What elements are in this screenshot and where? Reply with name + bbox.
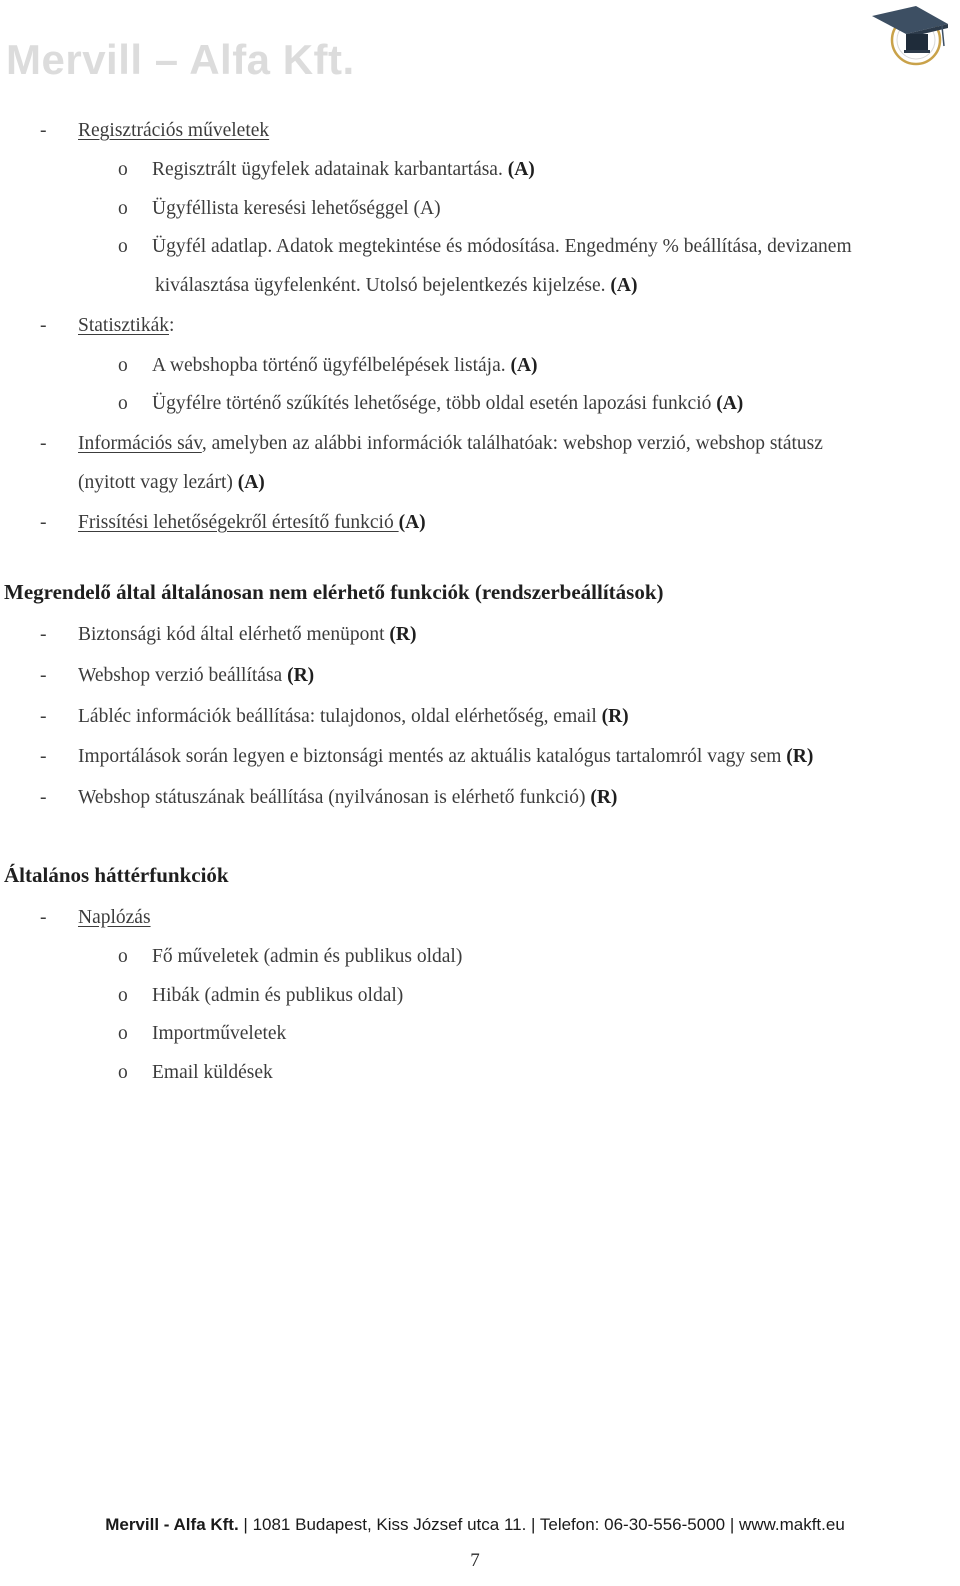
list-dash: - (40, 665, 47, 686)
access-flag: (A) (398, 512, 426, 533)
list-bullet: o (118, 1062, 128, 1083)
list-item-text: , amelyben az alábbi információk találhatóak: webshop verzió, webshop státusz (201, 433, 823, 454)
footer-company: Mervill - Alfa Kft. (105, 1515, 239, 1534)
access-flag: (R) (601, 706, 629, 727)
list-dash: - (40, 787, 47, 808)
list-item-text: kiválasztása ügyfelenként. Utolsó bejelentkezés kijelzése. (155, 275, 611, 296)
list-bullet: o (118, 946, 128, 967)
access-flag: (A) (510, 355, 538, 376)
section-heading-background-functions: Általános háttérfunkciók (4, 863, 229, 887)
company-logo-icon (872, 4, 950, 68)
access-flag: (A) (716, 393, 744, 414)
list-bullet: o (118, 1023, 128, 1044)
list-item-text: A webshopba történő ügyfélbelépések listája. (152, 355, 511, 376)
list-item-text: Importműveletek (152, 1023, 287, 1044)
section-link-registration: Regisztrációs műveletek (78, 120, 270, 141)
access-flag: (R) (287, 665, 315, 686)
list-bullet: o (118, 236, 128, 257)
list-item-text: Webshop verzió beállítása (78, 665, 288, 686)
list-dash: - (40, 706, 47, 727)
list-item-text: Regisztrált ügyfelek adatainak karbantartása. (152, 159, 508, 180)
list-item-text: Ügyféllista keresési lehetőséggel (A) (152, 198, 441, 219)
list-item-text: Fő műveletek (admin és publikus oldal) (152, 946, 463, 967)
list-dash: - (40, 746, 47, 767)
label-suffix: : (169, 315, 175, 336)
list-item-text: Hibák (admin és publikus oldal) (152, 985, 404, 1006)
list-dash: - (40, 120, 47, 141)
list-item-text: Lábléc információk beállítása: tulajdonos, oldal elérhetőség, email (78, 706, 602, 727)
section-link-info-bar: Információs sáv (78, 433, 202, 454)
section-link-statistics: Statisztikák (78, 315, 169, 336)
access-flag: (R) (786, 746, 814, 767)
list-item-text: Email küldések (152, 1062, 273, 1083)
list-dash: - (40, 315, 47, 336)
access-flag: (A) (237, 472, 265, 493)
list-item-text: Importálások során legyen e biztonsági mentés az aktuális katalógus tartalomról vagy sem (78, 746, 787, 767)
list-item-text: Biztonsági kód által elérhető menüpont (78, 624, 390, 645)
list-dash: - (40, 624, 47, 645)
list-bullet: o (118, 985, 128, 1006)
list-dash: - (40, 512, 47, 533)
list-item-text: Webshop státuszának beállítása (nyilvánosan is elérhető funkció) (78, 787, 591, 808)
list-item-text: (nyitott vagy lezárt) (78, 472, 238, 493)
list-dash: - (40, 907, 47, 928)
section-link-logging: Naplózás (78, 907, 151, 928)
page-number: 7 (470, 1550, 480, 1571)
access-flag: (A) (507, 159, 535, 180)
list-item-text: Ügyfélre történő szűkítés lehetősége, több oldal esetén lapozási funkció (152, 393, 717, 414)
list-bullet: o (118, 159, 128, 180)
list-bullet: o (118, 198, 128, 219)
section-link-update-notify: Frissítési lehetőségekről értesítő funkció (78, 512, 399, 533)
header-title: Mervill – Alfa Kft. (6, 36, 355, 83)
list-bullet: o (118, 355, 128, 376)
footer (0, 1515, 950, 1535)
access-flag: (R) (590, 787, 618, 808)
access-flag: (R) (389, 624, 417, 645)
access-flag: (A) (610, 275, 638, 296)
footer-contact: | 1081 Budapest, Kiss József utca 11. | Telefon: 06-30-556-5000 | www.makft.eu (238, 1515, 845, 1534)
list-bullet: o (118, 393, 128, 414)
list-item-text: Ügyfél adatlap. Adatok megtekintése és módosítása. Engedmény % beállítása, devizanem (152, 236, 852, 257)
list-dash: - (40, 433, 47, 454)
section-heading-system-settings: Megrendelő által általánosan nem elérhető funkciók (rendszerbeállítások) (4, 580, 664, 604)
